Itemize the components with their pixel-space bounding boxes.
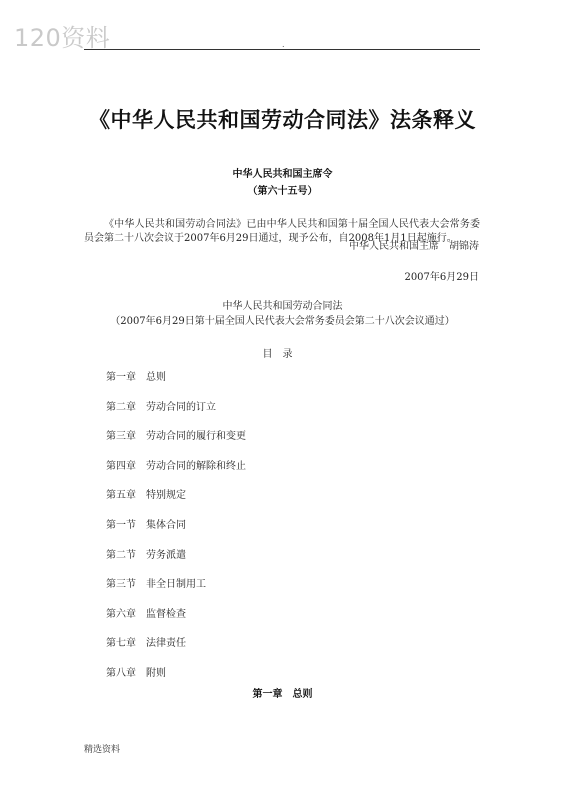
toc-item-number: 第七章 (106, 638, 136, 650)
toc-item-label: 劳动合同的解除和终止 (146, 460, 246, 472)
toc-item-chapter-6[interactable] (106, 609, 246, 639)
signer-line: 中华人民共和国主席 胡锦涛 (349, 241, 479, 252)
toc-item-label: 附则 (146, 667, 166, 679)
toc-heading: 目录 (262, 349, 303, 360)
toc-item-section-3[interactable] (106, 579, 246, 609)
chapter-heading: 第一章 总则 (252, 689, 313, 700)
toc-item-label: 法律责任 (146, 638, 186, 650)
footer-label: 精选资料 (84, 745, 121, 755)
toc-item-label: 总则 (146, 372, 166, 383)
toc-item-section-1[interactable] (106, 520, 246, 550)
toc-item-chapter-3[interactable] (106, 431, 246, 461)
watermark-logo: 120资料 (14, 24, 111, 52)
toc-item-label: 劳务派遣 (146, 549, 186, 561)
header-divider (84, 49, 480, 50)
toc-item-label: 非全日制用工 (146, 579, 206, 591)
toc-item-chapter-7[interactable] (106, 638, 246, 668)
table-of-contents (106, 372, 246, 698)
toc-item-label: 特别规定 (146, 490, 186, 502)
toc-item-number: 第二节 (106, 549, 136, 561)
document-title: 《中华人民共和国劳动合同法》法条释义 (89, 108, 476, 132)
header-mark: . (282, 40, 285, 49)
toc-item-chapter-4[interactable] (106, 461, 246, 491)
toc-item-label: 监督检查 (146, 608, 186, 620)
toc-item-chapter-1[interactable] (106, 372, 246, 402)
toc-item-section-2[interactable] (106, 550, 246, 580)
order-number: （第六十五号） (247, 186, 318, 197)
toc-item-number: 第二章 (106, 401, 136, 413)
law-name: 中华人民共和国劳动合同法 (222, 301, 343, 312)
preamble-paragraph: 《中华人民共和国劳动合同法》已由中华人民共和国第十届全国人民代表大会常务委员会第二十八次会议于2007年6月29日通过，现予公布，自2008年1月1日起施行。 (84, 219, 480, 244)
law-adoption-note: （2007年6月29日第十届全国人民代表大会常务委员会第二十八次会议通过） (110, 316, 455, 327)
toc-item-number: 第三章 (106, 431, 136, 443)
toc-item-number: 第三节 (106, 579, 136, 591)
toc-item-number: 第五章 (106, 490, 136, 502)
toc-item-chapter-2[interactable] (106, 402, 246, 432)
toc-item-label: 劳动合同的订立 (146, 401, 216, 413)
toc-item-label: 劳动合同的履行和变更 (146, 431, 246, 443)
toc-item-number: 第一章 (106, 372, 136, 383)
order-title: 中华人民共和国主席令 (232, 169, 333, 180)
toc-item-number: 第一节 (106, 519, 136, 531)
toc-item-number: 第八章 (106, 667, 136, 679)
sign-date: 2007年6月29日 (404, 272, 479, 283)
toc-item-number: 第六章 (106, 608, 136, 620)
toc-item-chapter-5[interactable] (106, 490, 246, 520)
toc-item-number: 第四章 (106, 460, 136, 472)
toc-item-label: 集体合同 (146, 519, 186, 531)
